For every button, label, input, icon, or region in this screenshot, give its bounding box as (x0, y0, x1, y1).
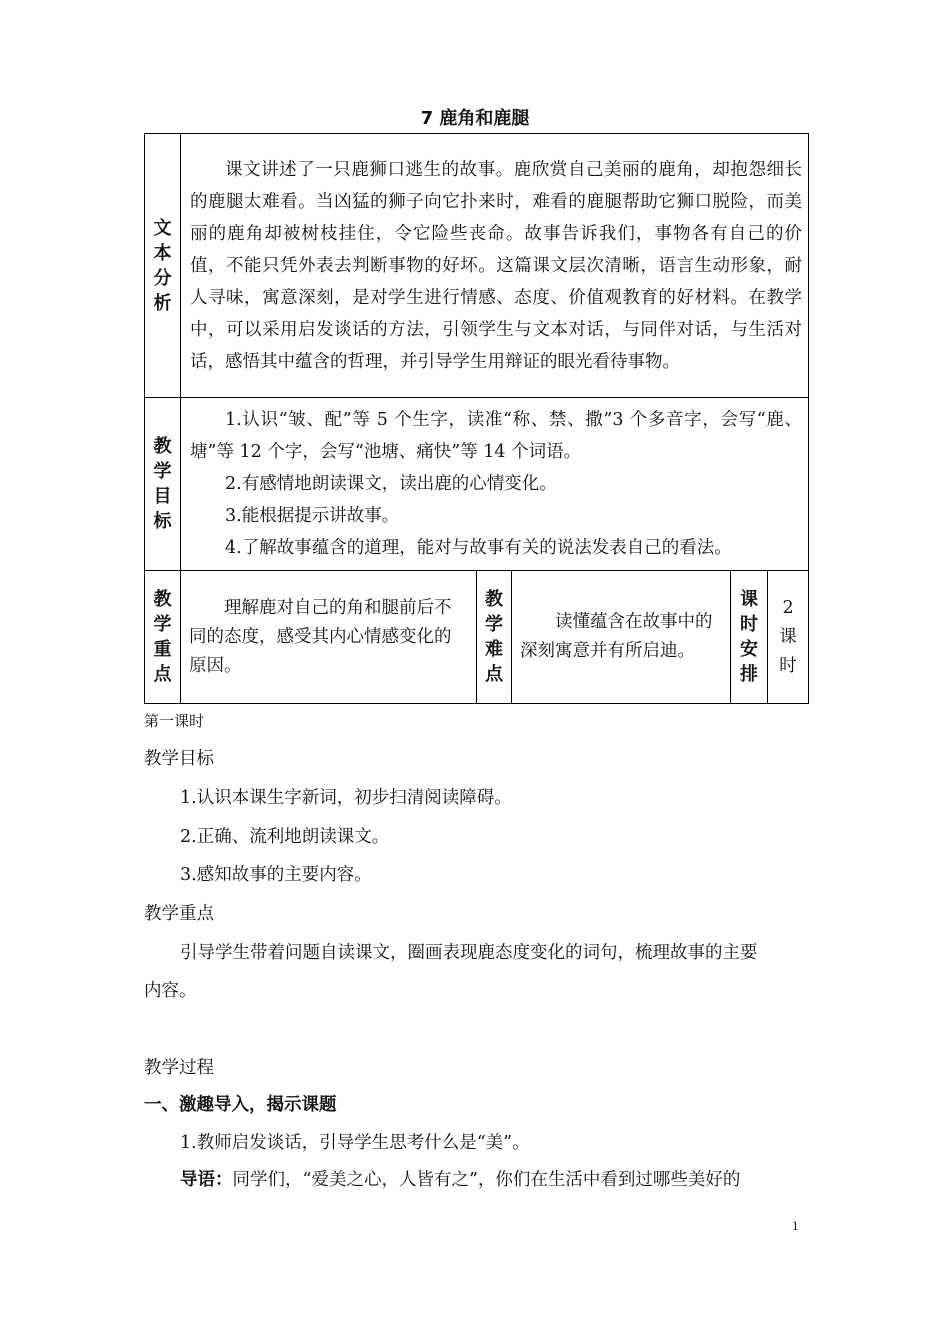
header-char: 课 (740, 589, 758, 610)
header-char: 学 (153, 614, 172, 635)
step-line: 1.教师启发谈话，引导学生思考什么是“美”。 (180, 1133, 530, 1153)
header-char: 文 (153, 217, 172, 239)
difficulties-header (477, 571, 512, 704)
goal-line: 3.感知故事的主要内容。 (180, 865, 372, 885)
difficulties-text: 读懂蕴含在故事中的深刻寓意并有所启迪。 (520, 612, 713, 661)
header-char: 时 (740, 614, 758, 635)
intro-text: 同学们，“爱美之心，人皆有之”，你们在生活中看到过哪些美好的 (232, 1170, 741, 1190)
header-char: 教 (153, 436, 172, 457)
header-char: 教 (485, 589, 503, 610)
goal-item: 4.了解故事蕴含的道理，能对与故事有关的说法发表自己的看法。 (225, 538, 732, 558)
key-points-text: 理解鹿对自己的角和腿前后不同的态度，感受其内心情感变化的原因。 (189, 597, 452, 676)
goal-item: 1.认识“皱、配”等 5 个生字，读准“称、禁、撒”3 个多音字，会写“鹿、塘”等 12 个字，会写“池塘、痛快”等 14 个词语。 (190, 410, 803, 462)
teaching-goals-content (181, 398, 809, 571)
schedule-value (768, 571, 809, 704)
header-char: 重 (153, 639, 172, 660)
text-analysis-header (145, 134, 181, 398)
text-analysis-paragraph: 课文讲述了一只鹿狮口逃生的故事。鹿欣赏自己美丽的鹿角，却抱怨细长的鹿腿太难看。当凶猛的狮子向它扑来时，难看的鹿腿帮助它狮口脱险，而美丽的鹿角却被树枝挂住，令它险些丧命。故事告诉我们，事物各有自己的价值，不能只凭外表去判断事物的好坏。这篇课文层次清晰，语言生动形象，耐人寻味，寓意深刻，是对学生进行情感、态度、价值观教育的好材料。在教学中，可以采用启发谈话的方法，引领学生与文本对话，与同伴对话，与生活对话，感悟其中蕴含的哲理，并引导学生用辩证的眼光看待事物。 (190, 159, 803, 372)
header-char: 学 (153, 461, 172, 482)
goal-item: 2.有感情地朗读课文，读出鹿的心情变化。 (225, 474, 557, 494)
header-char: 安 (740, 639, 758, 660)
teaching-goals-row (145, 398, 809, 571)
lesson-title: 7 鹿角和鹿腿 (420, 108, 530, 129)
teaching-goals-header (145, 398, 181, 571)
header-char: 析 (153, 292, 172, 314)
goals-heading: 教学目标 (144, 749, 214, 769)
section-heading: 一、激趣导入，揭示课题 (144, 1095, 337, 1115)
header-char: 难 (485, 639, 503, 660)
key-points-header (145, 571, 181, 704)
schedule-number: 2 (782, 597, 794, 618)
schedule-unit: 课时 (779, 626, 797, 676)
header-char: 分 (153, 267, 172, 289)
lesson-overview-table (144, 133, 809, 704)
intro-line (144, 1166, 740, 1191)
goal-line: 2.正确、流利地朗读课文。 (180, 827, 390, 847)
header-char: 排 (740, 664, 758, 685)
difficulties-content (512, 571, 731, 704)
intro-label: 导语： (180, 1170, 233, 1190)
lesson-period-label: 第一课时 (144, 712, 205, 730)
focus-heading: 教学重点 (144, 904, 214, 924)
page-number: 1 (792, 1218, 799, 1233)
header-char: 点 (485, 664, 503, 685)
process-heading: 教学过程 (144, 1058, 214, 1078)
header-char: 目 (153, 486, 172, 507)
key-points-row (145, 571, 809, 704)
key-points-content (181, 571, 477, 704)
header-char: 教 (153, 589, 172, 610)
focus-text-line: 内容。 (144, 981, 197, 1001)
goal-line: 1.认识本课生字新词，初步扫清阅读障碍。 (180, 788, 512, 808)
header-char: 本 (153, 242, 172, 264)
text-analysis-content (181, 134, 809, 398)
text-analysis-row (145, 134, 809, 398)
header-char: 标 (153, 511, 172, 532)
header-char: 学 (485, 614, 503, 635)
goal-item: 3.能根据提示讲故事。 (225, 506, 400, 526)
focus-text-line: 引导学生带着问题自读课文，圈画表现鹿态度变化的词句，梳理故事的主要 (180, 943, 758, 963)
header-char: 点 (153, 664, 172, 685)
schedule-header (731, 571, 768, 704)
